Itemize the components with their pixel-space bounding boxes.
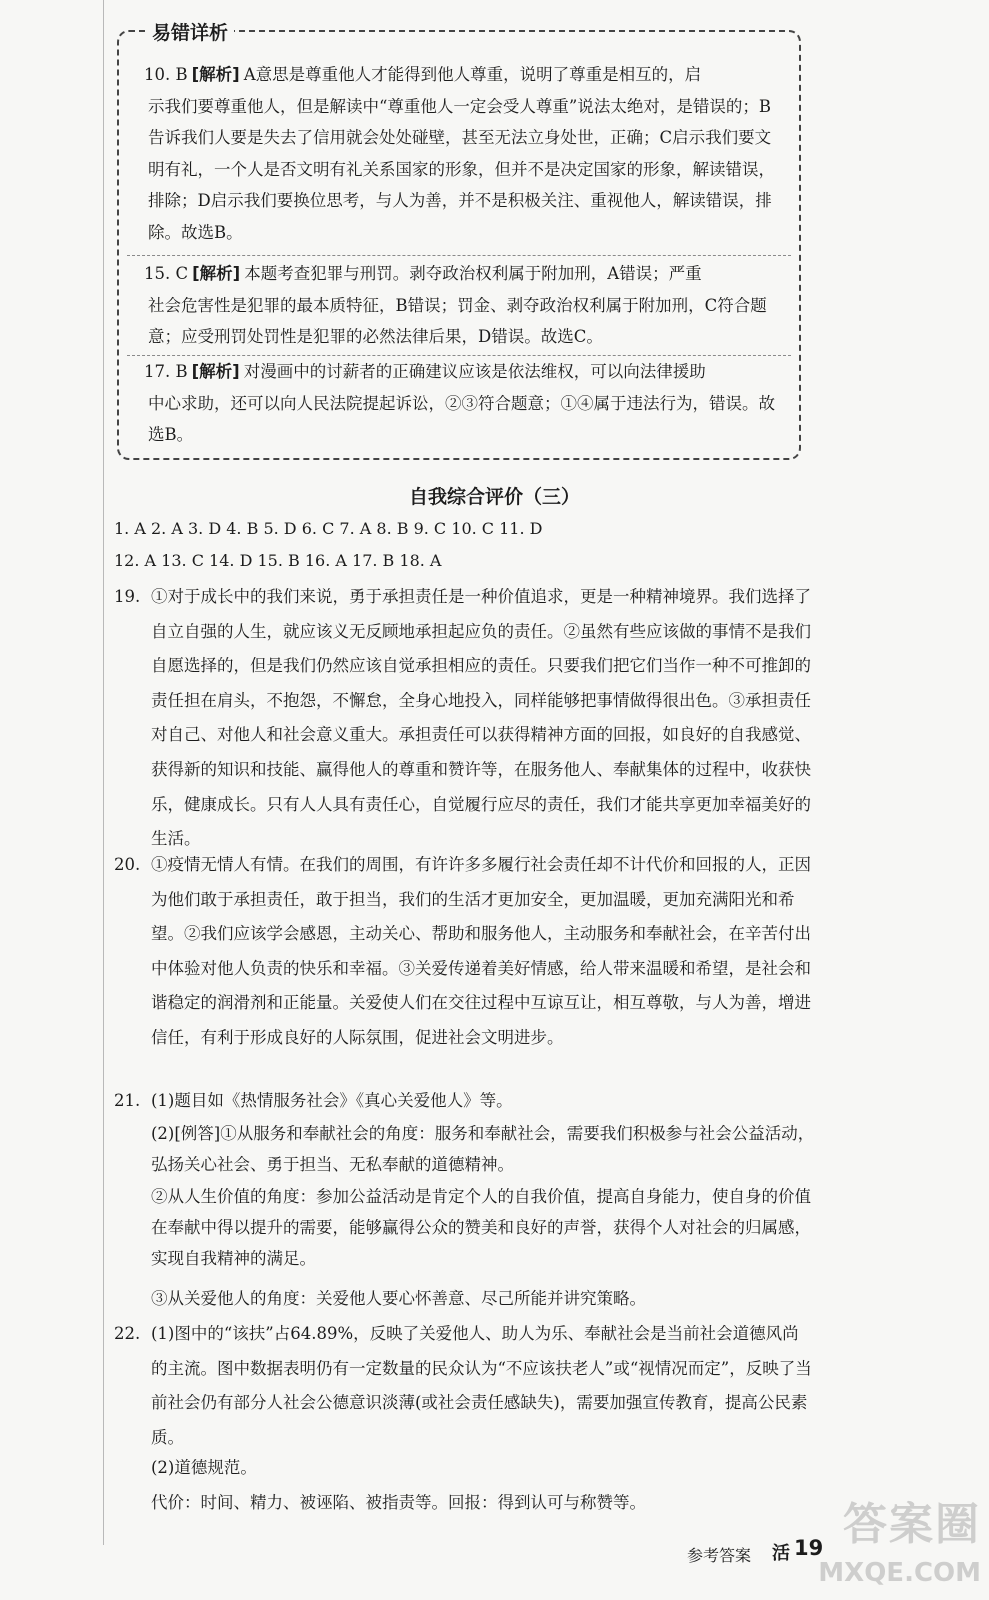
question-answer-text: ①对于成长中的我们来说，勇于承担责任是一种价值追求，更是一种精神境界。我们选择了自立自强的人生，就应该义无反顾地承担起应负的责任。②虽然有些应该做的事情不是我们自愿选择的，但是我们仍然应该自觉承担相应的责任。只要我们把它们当作一种不可推卸的责任担在肩头，不抱怨，不懈怠，全身心地投入，同样能够把事情做得很出色。③承担责任对自己、对他人和社会意义重大。承担责任可以获得精神方面的回报，如良好的自我感觉、获得新的知识和技能、赢得他人的尊重和赞许等，在服务他人、奉献集体的过程中，收获快乐，健康成长。只有人人具有责任心，自觉履行应尽的责任，我们才能共享更加幸福美好的生活。 <box>151 587 811 849</box>
item-text: 示我们要尊重他人，但是解读中“尊重他人一定会受人尊重”说法太绝对，是错误的；B告诉我们人要是失去了信用就会处处碰壁，甚至无法立身处世，正确；C启示我们要文明有礼，一个人是否文明有礼关系国家的形象，但并不是决定国家的形象，解读错误，排除；D启示我们要换位思考，与人为善，并不是积极关注、重视他人，解读错误，排除。故选B。 <box>148 96 775 242</box>
analysis-tag: [解析] <box>191 362 240 381</box>
answer-paragraph: 代价：时间、精力、被诬陷、被指责等。回报：得到认可与称赞等。 <box>151 1493 646 1512</box>
box-item <box>144 258 784 353</box>
answer-paragraph: ③从关爱他人的角度：关爱他人要心怀善意、尽己所能并讲究策略。 <box>151 1289 646 1308</box>
question-number: 19. <box>114 587 141 606</box>
answer-paragraph: (2)道德规范。 <box>151 1458 257 1477</box>
footer-subject: 活 <box>772 1543 790 1564</box>
item-text-first: 本题考查犯罪与刑罚。剥夺政治权利属于附加刑，A错误；严重 <box>244 264 702 283</box>
item-text: 中心求助，还可以向人民法院提起诉讼，②③符合题意；①④属于违法行为，错误。故选B。 <box>148 393 775 445</box>
question-number: 21. <box>114 1091 141 1110</box>
question-number: 20. <box>114 855 141 874</box>
watermark-logo: 答案圈 <box>843 1499 981 1550</box>
item-number: 17. B <box>144 362 188 381</box>
watermark-url: MXQE.COM <box>818 1558 981 1588</box>
box-item <box>144 59 784 249</box>
item-number: 15. C <box>144 264 189 283</box>
item-text-first: 对漫画中的讨薪者的正确建议应该是依法维权，可以向法律援助 <box>243 362 706 381</box>
question-answer-text: ①疫情无情人有情。在我们的周围，有许许多多履行社会责任却不计代价和回报的人，正因为他们敢于承担责任，敢于担当，我们的生活才更加安全，更加温暖，更加充满阳光和希望。②我们应该学会感恩，主动关心、帮助和服务他人，主动服务和奉献社会，在辛苦付出中体验对他人负责的快乐和幸福。③关爱传递着美好情感，给人带来温暖和希望，是社会和谐稳定的润滑剂和正能量。关爱使人们在交往过程中互谅互让，相互尊敬，与人为善，增进信任，有利于形成良好的人际氛围，促进社会文明进步。 <box>151 855 811 1047</box>
page-number: 19 <box>794 1536 824 1560</box>
question-22 <box>114 1317 814 1455</box>
margin-line <box>103 0 104 1545</box>
footer-label: 参考答案 <box>687 1546 752 1565</box>
question-answer-text: (1)图中的“该扶”占64.89%，反映了关爱他人、助人为乐、奉献社会是当前社会道德风尚的主流。图中数据表明仍有一定数量的民众认为“不应该扶老人”或“视情况而定”，反映了当前社会仍有部分人社会公德意识淡薄(或社会责任感缺失)，需要加强宣传教育，提高公民素质。 <box>151 1324 812 1447</box>
box-title: 易错详析 <box>146 20 234 46</box>
divider <box>127 255 791 256</box>
item-text-first: A意思是尊重他人才能得到他人尊重，说明了尊重是相互的，启 <box>243 65 702 84</box>
section-title: 自我综合评价（三） <box>408 486 580 508</box>
question-20 <box>114 848 814 1056</box>
question-answer-text: (1)题目如《热情服务社会》《真心关爱他人》等。 <box>151 1091 513 1110</box>
question-19 <box>114 580 814 857</box>
choice-answers-line: 12. A 13. C 14. D 15. B 16. A 17. B 18. A <box>114 551 442 570</box>
question-number: 22. <box>114 1324 141 1343</box>
question-21 <box>114 1084 814 1119</box>
item-text: 社会危害性是犯罪的最本质特征，B错误；罚金、剥夺政治权利属于附加刑，C符合题意；应受刑罚处罚性是犯罪的必然法律后果，D错误。故选C。 <box>148 295 767 347</box>
choice-answers-line: 1. A 2. A 3. D 4. B 5. D 6. C 7. A 8. B 9. C 10. C 11. D <box>114 519 543 538</box>
answer-paragraph: (2)[例答]①从服务和奉献社会的角度：服务和奉献社会，需要我们积极参与社会公益活动，弘扬关心社会、勇于担当、无私奉献的道德精神。 <box>151 1124 815 1175</box>
box-item <box>144 356 784 451</box>
analysis-tag: [解析] <box>192 264 241 283</box>
item-number: 10. B <box>144 65 188 84</box>
analysis-tag: [解析] <box>191 65 240 84</box>
answer-paragraph: ②从人生价值的角度：参加公益活动是肯定个人的自我价值，提高自身能力，使自身的价值在奉献中得以提升的需要，能够赢得公众的赞美和良好的声誉，获得个人对社会的归属感，实现自我精神的满足。 <box>151 1187 811 1269</box>
